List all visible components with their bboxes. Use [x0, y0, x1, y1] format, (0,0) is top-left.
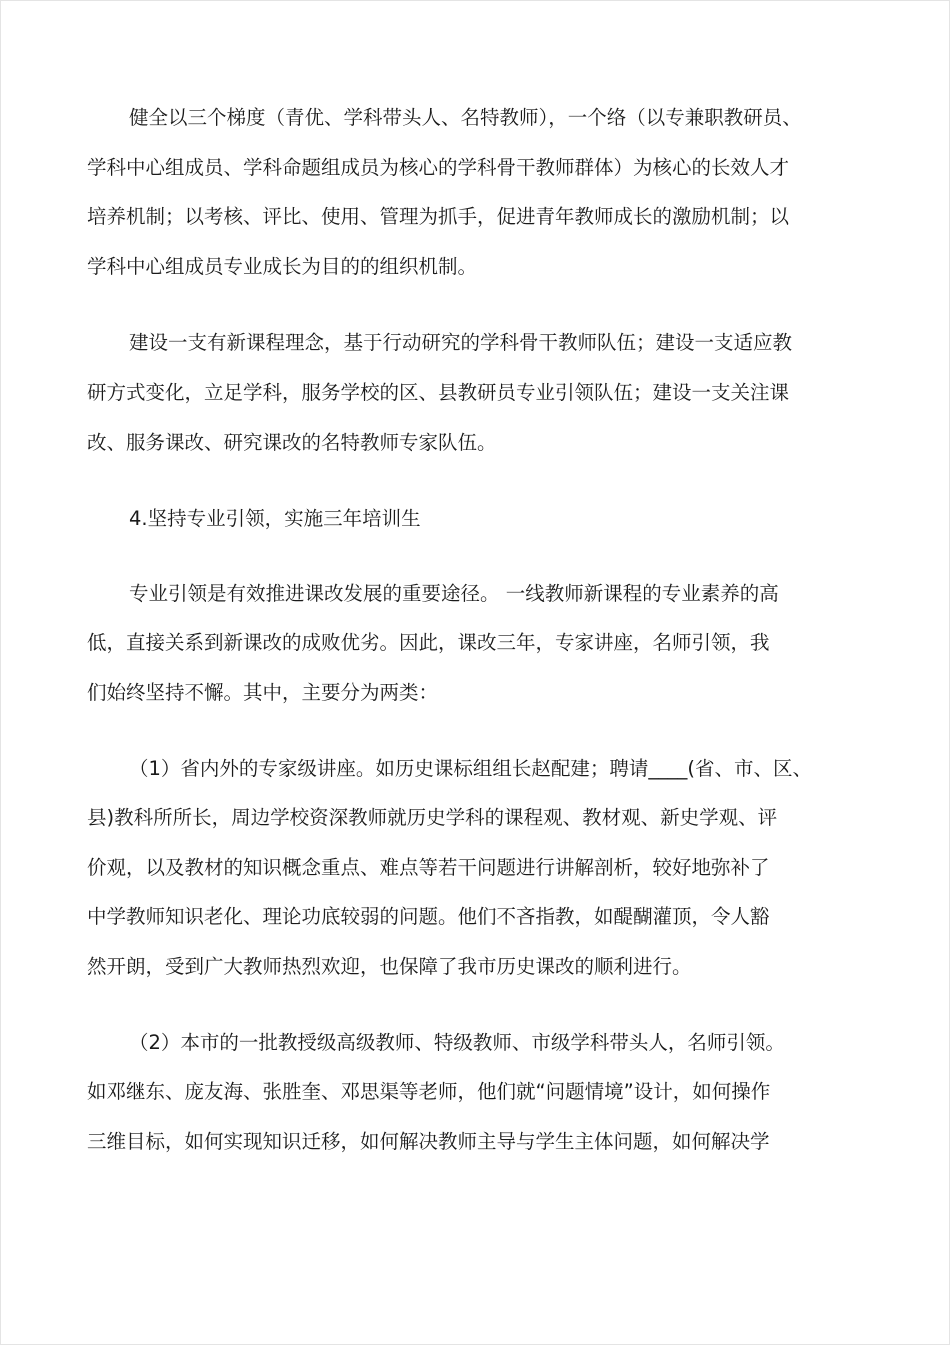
paragraph-1-line-3: 培养机制；以考核、评比、使用、管理为抓手，促进青年教师成长的激励机制；以: [87, 205, 790, 228]
paragraph-2-line-3: 改、服务课改、研究课改的名特教师专家队伍。: [87, 431, 497, 454]
paragraph-4-line-1: （1）省内外的专家级讲座。如历史课标组组长赵配建；聘请____(省、市、区、: [129, 757, 813, 780]
paragraph-2-line-1: 建设一支有新课程理念，基于行动研究的学科骨干教师队伍；建设一支适应教: [129, 331, 793, 354]
paragraph-4-line-3: 价观，以及教材的知识概念重点、难点等若干问题进行讲解剖析，较好地弥补了: [87, 856, 770, 879]
paragraph-3-line-3: 们始终坚持不懈。其中，主要分为两类：: [87, 681, 439, 704]
paragraph-2-line-2: 研方式变化，立足学科，服务学校的区、县教研员专业引领队伍；建设一支关注课: [87, 381, 790, 404]
paragraph-4-line-2: 县)教科所所长，周边学校资深教师就历史学科的课程观、教材观、新史学观、评: [87, 806, 778, 829]
paragraph-1-line-2: 学科中心组成员、学科命题组成员为核心的学科骨干教师群体）为核心的长效人才: [87, 156, 790, 179]
section-heading: 4.坚持专业引领，实施三年培训生: [129, 507, 421, 530]
paragraph-5-line-2: 如邓继东、庞友海、张胜奎、邓思渠等老师，他们就“问题情境”设计，如何操作: [87, 1080, 771, 1103]
paragraph-3-line-1: 专业引领是有效推进课改发展的重要途径。 一线教师新课程的专业素养的高: [129, 582, 779, 605]
paragraph-1-line-4: 学科中心组成员专业成长为目的的组织机制。: [87, 255, 478, 278]
paragraph-4-line-4: 中学教师知识老化、理论功底较弱的问题。他们不吝指教，如醍醐灌顶，令人豁: [87, 905, 770, 928]
paragraph-1-line-1: 健全以三个梯度（青优、学科带头人、名特教师），一个络（以专兼职教研员、: [129, 106, 802, 129]
paragraph-5-line-1: （2）本市的一批教授级高级教师、特级教师、市级学科带头人，名师引领。: [129, 1031, 785, 1054]
paragraph-4-line-5: 然开朗，受到广大教师热烈欢迎，也保障了我市历史课改的顺利进行。: [87, 955, 692, 978]
paragraph-3-line-2: 低，直接关系到新课改的成败优劣。因此，课改三年，专家讲座，名师引领，我: [87, 631, 770, 654]
paragraph-5-line-3: 三维目标，如何实现知识迁移，如何解决教师主导与学生主体问题，如何解决学: [87, 1130, 770, 1153]
